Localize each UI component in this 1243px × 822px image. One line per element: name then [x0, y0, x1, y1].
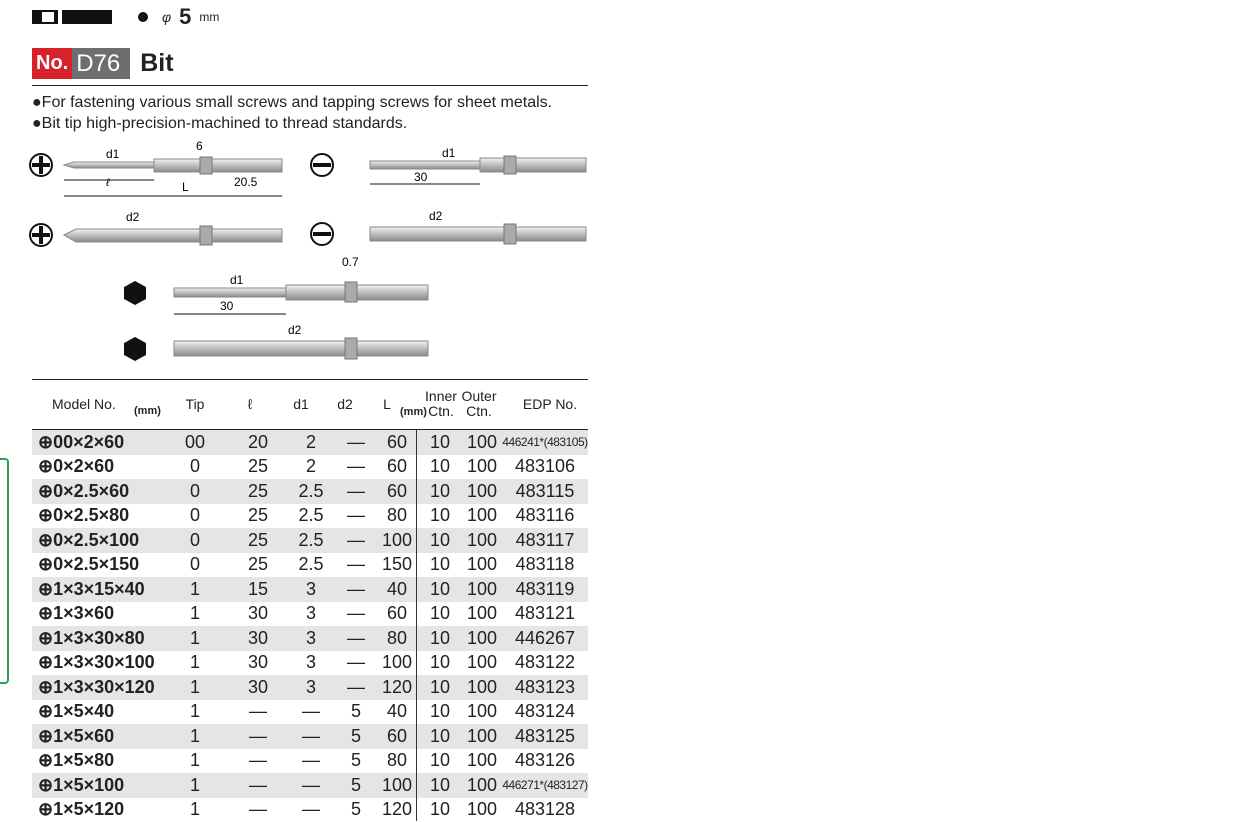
no-label: No. — [32, 48, 72, 79]
cell-outer: 100 — [462, 528, 502, 553]
table-row — [32, 430, 588, 455]
cell-ell: 30 — [230, 675, 286, 700]
cell-d2: — — [336, 479, 376, 504]
d2-label-3: d2 — [288, 323, 302, 337]
d1-label-2: d1 — [442, 146, 456, 160]
cell-edp: 483123 — [502, 675, 588, 700]
cell-model: ⊕0×2.5×100 — [32, 528, 160, 553]
cell-edp: 483115 — [502, 479, 588, 504]
table-row — [32, 455, 588, 480]
cell-model: ⊕1×3×60 — [32, 602, 160, 627]
cell-outer: 100 — [462, 455, 502, 480]
cell-outer: 100 — [462, 724, 502, 749]
cell-ell: 25 — [230, 553, 286, 578]
cell-d1: 2 — [286, 430, 336, 455]
cell-L: 100 — [376, 651, 418, 676]
cell-edp: 483125 — [502, 724, 588, 749]
cell-L: 60 — [376, 724, 418, 749]
ell-label: ℓ — [105, 177, 110, 189]
cell-edp: 483122 — [502, 651, 588, 676]
hex-bit-d1 — [174, 282, 428, 302]
cell-d2: — — [336, 553, 376, 578]
dim-20-5: 20.5 — [234, 175, 258, 189]
table-row — [32, 798, 588, 822]
cell-edp: 483124 — [502, 700, 588, 725]
col-d1: d1 — [292, 397, 310, 412]
cell-edp: 483118 — [502, 553, 588, 578]
cell-d2: 5 — [336, 724, 376, 749]
cell-tip: 1 — [160, 651, 230, 676]
col-model: Model No. — [52, 397, 116, 412]
phillips-bit-d2 — [64, 226, 282, 245]
cell-d2: 5 — [336, 700, 376, 725]
cell-L: 40 — [376, 700, 418, 725]
table-row — [32, 553, 588, 578]
cell-L: 60 — [376, 479, 418, 504]
cell-d1: 2.5 — [286, 504, 336, 529]
cell-tip: 1 — [160, 675, 230, 700]
page-title: Bit — [140, 49, 173, 78]
cell-ell: 20 — [230, 430, 286, 455]
cell-d1: 2.5 — [286, 479, 336, 504]
phillips-tip-icon — [30, 154, 52, 176]
cell-d2: 5 — [336, 749, 376, 774]
cell-model: ⊕0×2.5×80 — [32, 504, 160, 529]
cell-L: 100 — [376, 773, 418, 798]
col-inner: Inner Ctn. — [422, 389, 460, 419]
cell-d1: 3 — [286, 651, 336, 676]
cell-d1: — — [286, 749, 336, 774]
table-row — [32, 675, 588, 700]
cell-model: ⊕1×5×120 — [32, 798, 160, 822]
cell-d2: — — [336, 651, 376, 676]
cell-ell: 15 — [230, 577, 286, 602]
cell-ell: — — [230, 798, 286, 822]
cell-model: ⊕0×2.5×150 — [32, 553, 160, 578]
table-row — [32, 626, 588, 651]
cell-L: 60 — [376, 602, 418, 627]
cell-edp: 446241*(483105) — [502, 430, 588, 455]
cell-tip: 1 — [160, 773, 230, 798]
cell-model: ⊕1×3×15×40 — [32, 577, 160, 602]
phi-symbol: φ — [162, 9, 171, 25]
cell-model: ⊕1×5×40 — [32, 700, 160, 725]
cell-model: ⊕1×5×100 — [32, 773, 160, 798]
shaft-size: 5 — [179, 4, 191, 30]
cell-tip: 1 — [160, 700, 230, 725]
table-row — [32, 749, 588, 774]
cell-model: ⊕0×2×60 — [32, 455, 160, 480]
cell-d2: 5 — [336, 773, 376, 798]
model-number: D76 — [72, 48, 130, 79]
cell-d1: 3 — [286, 675, 336, 700]
hex-tip-icon — [124, 281, 146, 305]
cell-edp: 483128 — [502, 798, 588, 822]
d2-label-1: d2 — [126, 210, 140, 224]
cell-inner: 10 — [418, 798, 462, 822]
cell-L: 60 — [376, 455, 418, 480]
cell-outer: 100 — [462, 577, 502, 602]
feature-bullet-2: ●Bit tip high-precision-machined to thread standards. — [32, 115, 407, 133]
cell-d2: 5 — [336, 798, 376, 822]
shaft-end-icon — [138, 12, 148, 22]
cell-inner: 10 — [418, 724, 462, 749]
cell-ell: 25 — [230, 455, 286, 480]
cell-ell: 25 — [230, 504, 286, 529]
product-table — [32, 430, 588, 822]
cell-ell: — — [230, 700, 286, 725]
bit-diagram — [24, 134, 590, 374]
cell-outer: 100 — [462, 798, 502, 822]
table-row — [32, 602, 588, 627]
cell-outer: 100 — [462, 430, 502, 455]
cell-inner: 10 — [418, 504, 462, 529]
shaft-unit: mm — [199, 10, 219, 24]
cell-model: ⊕1×3×30×120 — [32, 675, 160, 700]
dim-30-b: 30 — [220, 299, 234, 313]
cell-ell: 25 — [230, 528, 286, 553]
cell-L: 80 — [376, 749, 418, 774]
cell-ell: 30 — [230, 651, 286, 676]
cell-model: ⊕00×2×60 — [32, 430, 160, 455]
cell-inner: 10 — [418, 675, 462, 700]
cell-model: ⊕0×2.5×60 — [32, 479, 160, 504]
cell-L: 80 — [376, 626, 418, 651]
cell-model: ⊕1×5×60 — [32, 724, 160, 749]
cell-edp: 483126 — [502, 749, 588, 774]
cell-inner: 10 — [418, 430, 462, 455]
cell-ell: 30 — [230, 626, 286, 651]
cell-ell: — — [230, 749, 286, 774]
cell-d1: — — [286, 724, 336, 749]
cell-inner: 10 — [418, 479, 462, 504]
dim-6: 6 — [196, 139, 203, 153]
L-label: L — [182, 180, 189, 194]
cell-outer: 100 — [462, 504, 502, 529]
hex-bit-d2 — [174, 338, 428, 359]
cell-tip: 1 — [160, 724, 230, 749]
cell-tip: 0 — [160, 528, 230, 553]
cell-edp: 483121 — [502, 602, 588, 627]
cell-d2: — — [336, 455, 376, 480]
cell-d2: — — [336, 675, 376, 700]
col-outer: Outer Ctn. — [460, 389, 498, 419]
slotted-tip-icon — [311, 154, 333, 176]
phillips-tip-icon-2 — [30, 224, 52, 246]
col-ell: ℓ — [242, 397, 258, 412]
cell-outer: 100 — [462, 773, 502, 798]
cell-d1: — — [286, 798, 336, 822]
d2-label-2: d2 — [429, 209, 443, 223]
cell-inner: 10 — [418, 773, 462, 798]
cell-d1: — — [286, 700, 336, 725]
cell-model: ⊕1×3×30×80 — [32, 626, 160, 651]
col-tip: Tip — [182, 397, 208, 412]
cell-edp: 483106 — [502, 455, 588, 480]
cell-ell: 30 — [230, 602, 286, 627]
cell-L: 100 — [376, 528, 418, 553]
cell-tip: 1 — [160, 749, 230, 774]
phillips-bit-d1 — [64, 157, 282, 174]
cell-L: 80 — [376, 504, 418, 529]
cell-tip: 1 — [160, 577, 230, 602]
cell-outer: 100 — [462, 602, 502, 627]
slotted-bit-d1 — [370, 156, 586, 174]
cell-L: 120 — [376, 798, 418, 822]
cell-d1: 3 — [286, 602, 336, 627]
table-row — [32, 528, 588, 553]
cell-outer: 100 — [462, 749, 502, 774]
table-row — [32, 773, 588, 798]
cell-d1: 2 — [286, 455, 336, 480]
product-heading — [32, 48, 174, 79]
cell-L: 60 — [376, 430, 418, 455]
cell-d2: — — [336, 626, 376, 651]
cell-ell: 25 — [230, 479, 286, 504]
cell-d1: 2.5 — [286, 553, 336, 578]
hex-shaft-icon — [32, 10, 112, 24]
table-top-rule — [32, 379, 588, 380]
d1-label-1: d1 — [106, 147, 120, 161]
cell-d1: 2.5 — [286, 528, 336, 553]
cell-edp: 483119 — [502, 577, 588, 602]
cell-ell: — — [230, 724, 286, 749]
cell-inner: 10 — [418, 577, 462, 602]
slotted-tip-icon-2 — [311, 223, 333, 245]
table-row — [32, 577, 588, 602]
cell-outer: 100 — [462, 553, 502, 578]
cell-d2: — — [336, 577, 376, 602]
table-row — [32, 651, 588, 676]
d1-label-3: d1 — [230, 273, 244, 287]
cell-outer: 100 — [462, 651, 502, 676]
col-mm-1: (mm) — [134, 404, 161, 419]
table-row — [32, 479, 588, 504]
cell-outer: 100 — [462, 479, 502, 504]
col-edp: EDP No. — [520, 397, 580, 412]
cell-tip: 0 — [160, 553, 230, 578]
column-divider — [416, 430, 417, 821]
cell-model: ⊕1×3×30×100 — [32, 651, 160, 676]
cell-tip: 1 — [160, 798, 230, 822]
cell-d1: 3 — [286, 577, 336, 602]
cell-outer: 100 — [462, 675, 502, 700]
cell-inner: 10 — [418, 455, 462, 480]
cell-d2: — — [336, 528, 376, 553]
col-d2: d2 — [335, 397, 355, 412]
cell-L: 150 — [376, 553, 418, 578]
cell-tip: 0 — [160, 455, 230, 480]
cell-tip: 00 — [160, 430, 230, 455]
cell-d1: — — [286, 773, 336, 798]
cell-tip: 0 — [160, 479, 230, 504]
dim-0-7: 0.7 — [342, 255, 359, 269]
cell-inner: 10 — [418, 553, 462, 578]
cell-d2: — — [336, 504, 376, 529]
cell-inner: 10 — [418, 626, 462, 651]
cell-edp: 446267 — [502, 626, 588, 651]
col-mm-2: (mm) — [400, 405, 427, 420]
shaft-spec — [32, 4, 219, 30]
cell-outer: 100 — [462, 626, 502, 651]
divider — [32, 85, 588, 86]
hex-tip-icon-2 — [124, 337, 146, 361]
cell-L: 40 — [376, 577, 418, 602]
cell-inner: 10 — [418, 651, 462, 676]
slotted-bit-d2 — [370, 224, 586, 244]
feature-bullet-1: ●For fastening various small screws and tapping screws for sheet metals. — [32, 94, 552, 112]
cell-edp: 446271*(483127) — [502, 773, 588, 798]
cell-inner: 10 — [418, 528, 462, 553]
cell-tip: 1 — [160, 626, 230, 651]
table-header — [32, 384, 588, 430]
table-row — [32, 504, 588, 529]
cell-inner: 10 — [418, 749, 462, 774]
cell-tip: 0 — [160, 504, 230, 529]
cell-tip: 1 — [160, 602, 230, 627]
col-L: L — [381, 397, 393, 412]
cell-L: 120 — [376, 675, 418, 700]
cell-d2: — — [336, 602, 376, 627]
cell-model: ⊕1×5×80 — [32, 749, 160, 774]
cell-inner: 10 — [418, 700, 462, 725]
table-row — [32, 700, 588, 725]
cell-ell: — — [230, 773, 286, 798]
cell-edp: 483116 — [502, 504, 588, 529]
cell-edp: 483117 — [502, 528, 588, 553]
cell-d1: 3 — [286, 626, 336, 651]
cell-d2: — — [336, 430, 376, 455]
cell-outer: 100 — [462, 700, 502, 725]
side-tab — [0, 458, 9, 684]
dim-30-a: 30 — [414, 170, 428, 184]
cell-inner: 10 — [418, 602, 462, 627]
table-row — [32, 724, 588, 749]
